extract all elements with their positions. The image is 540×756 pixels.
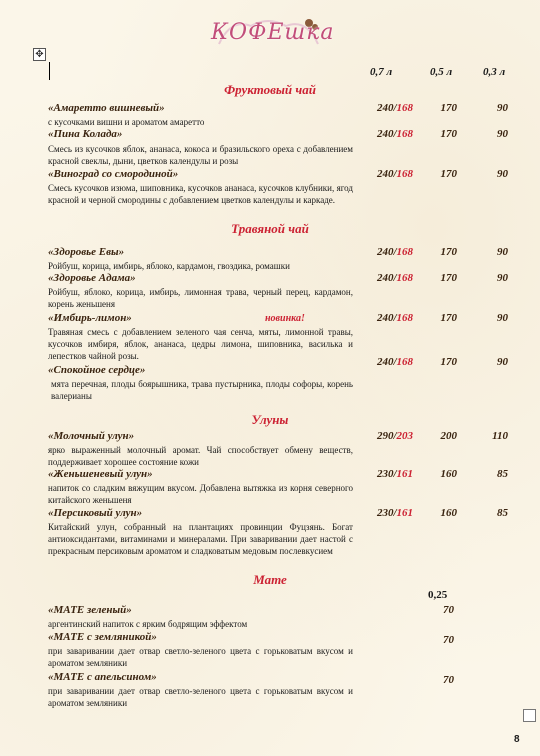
mate-item-desc: при заваривании дает отвар светло-зеленого цвета с горьковатым вкусом и ароматом земляники bbox=[48, 646, 353, 668]
price-07: 230/161 bbox=[376, 507, 413, 519]
price-05: 200 bbox=[440, 430, 457, 442]
price-07: 240/168 bbox=[376, 102, 413, 114]
item-name: «Молочный улун» bbox=[48, 430, 135, 442]
item-name: «Имбирь-лимон» bbox=[48, 312, 132, 324]
column-header-03: 0,3 л bbox=[483, 66, 506, 78]
price-03: 110 bbox=[492, 430, 508, 442]
item-name: «Персиковый улун» bbox=[48, 507, 143, 519]
price-05: 170 bbox=[440, 312, 457, 324]
text-cursor bbox=[49, 62, 50, 80]
brand-logo bbox=[211, 14, 335, 52]
table-resize-handle-icon[interactable] bbox=[523, 709, 536, 722]
mate-item-name: «МАТЕ с земляникой» bbox=[48, 631, 157, 643]
price-07: 240/168 bbox=[376, 312, 413, 324]
price-07: 240/168 bbox=[376, 272, 413, 284]
mate-item-desc: аргентинский напиток с ярким бодрящим эффектом bbox=[48, 619, 248, 629]
item-name: «Здоровье Адама» bbox=[48, 272, 136, 284]
price-03: 90 bbox=[497, 128, 508, 140]
price-05: 170 bbox=[440, 102, 457, 114]
price-07: 240/168 bbox=[376, 356, 413, 368]
mate-price: 70 bbox=[443, 674, 454, 686]
price-05: 170 bbox=[440, 246, 457, 258]
mate-item-desc: при заваривании дает отвар светло-зеленого цвета с горьковатым вкусом и ароматом земляники bbox=[48, 686, 353, 708]
section-title-mate: Мате bbox=[253, 572, 287, 587]
item-desc: Китайский улун, собранный на плантациях провинции Фуцзянь. Богат антиоксидантами, витаминами и минералами. При заваривании дает настой с прекрасным персиковым ароматом и сладковатым медовым послевкусием bbox=[48, 522, 353, 556]
logo-text: КОФЕшка bbox=[211, 20, 335, 45]
item-desc: Травяная смесь с добавлением зеленого чая сенча, мяты, лимонной травы, кусочков имбиря, яблок, ананаса, цедры лимона, шиповника, василька и лепестков чайной розы. bbox=[48, 327, 353, 361]
price-05: 160 bbox=[440, 468, 457, 480]
price-07: 230/161 bbox=[376, 468, 413, 480]
section-title-herbal: Травяной чай bbox=[231, 221, 309, 236]
new-badge: новинка! bbox=[265, 313, 305, 324]
price-03: 85 bbox=[497, 507, 508, 519]
item-desc: Смесь из кусочков яблок, ананаса, кокоса и бразильского ореха с добавлением красной свеклы, дыни, цветков календулы и розы bbox=[48, 144, 353, 166]
mate-price: 70 bbox=[443, 634, 454, 646]
item-desc: Ройбуш, яблоко, корица, имбирь, лимонная трава, черный перец, кардамон, корень женьшеня bbox=[48, 287, 353, 309]
item-desc: с кусочками вишни и ароматом амаретто bbox=[48, 117, 205, 127]
price-05: 170 bbox=[440, 356, 457, 368]
item-desc: Смесь кусочков изюма, шиповника, кусочков ананаса, кусочков клубники, ягод красной и черной смородины с добавлением цветков календулы и каркаде. bbox=[48, 183, 353, 205]
price-03: 90 bbox=[497, 272, 508, 284]
price-03: 85 bbox=[497, 468, 508, 480]
price-07: 240/168 bbox=[376, 128, 413, 140]
price-03: 90 bbox=[497, 246, 508, 258]
page-number: 8 bbox=[514, 734, 520, 745]
table-move-handle-icon[interactable]: ✥ bbox=[33, 48, 46, 61]
column-header-025: 0,25 bbox=[428, 589, 448, 601]
mate-price: 70 bbox=[443, 604, 454, 616]
section-title-fruit: Фруктовый чай bbox=[224, 82, 316, 97]
price-05: 170 bbox=[440, 128, 457, 140]
price-05: 160 bbox=[440, 507, 457, 519]
item-desc: мята перечная, плоды боярышника, трава пустырника, плоды софоры, корень валерианы bbox=[51, 379, 353, 401]
mate-item-name: «МАТЕ зеленый» bbox=[48, 604, 132, 616]
price-03: 90 bbox=[497, 102, 508, 114]
mate-item-name: «МАТЕ с апельсином» bbox=[48, 671, 157, 683]
item-desc: напиток со сладким вяжущим вкусом. Добавлена вытяжка из корня северного китайского женьшеня bbox=[48, 483, 353, 505]
item-name: «Здоровье Евы» bbox=[48, 246, 125, 258]
item-desc: ярко выраженный молочный аромат. Чай способствует обмену веществ, поддерживает хорошее состояние кожи bbox=[48, 445, 353, 467]
item-name: «Женьшеневый улун» bbox=[48, 468, 153, 480]
price-03: 90 bbox=[497, 356, 508, 368]
column-header-07: 0,7 л bbox=[370, 66, 393, 78]
item-name: «Амаретто вишневый» bbox=[48, 102, 165, 114]
price-07: 290/203 bbox=[376, 430, 413, 442]
price-05: 170 bbox=[440, 168, 457, 180]
price-07: 240/168 bbox=[376, 168, 413, 180]
column-header-05: 0,5 л bbox=[430, 66, 453, 78]
section-title-oolong: Улуны bbox=[251, 412, 289, 427]
price-03: 90 bbox=[497, 312, 508, 324]
item-desc: Ройбуш, корица, имбирь, яблоко, кардамон, гвоздика, ромашки bbox=[48, 261, 290, 271]
price-07: 240/168 bbox=[376, 246, 413, 258]
price-03: 90 bbox=[497, 168, 508, 180]
item-name: «Виноград со смородиной» bbox=[48, 168, 179, 180]
item-name: «Спокойное сердце» bbox=[48, 364, 146, 376]
item-name: «Пина Колада» bbox=[48, 128, 123, 140]
price-05: 170 bbox=[440, 272, 457, 284]
